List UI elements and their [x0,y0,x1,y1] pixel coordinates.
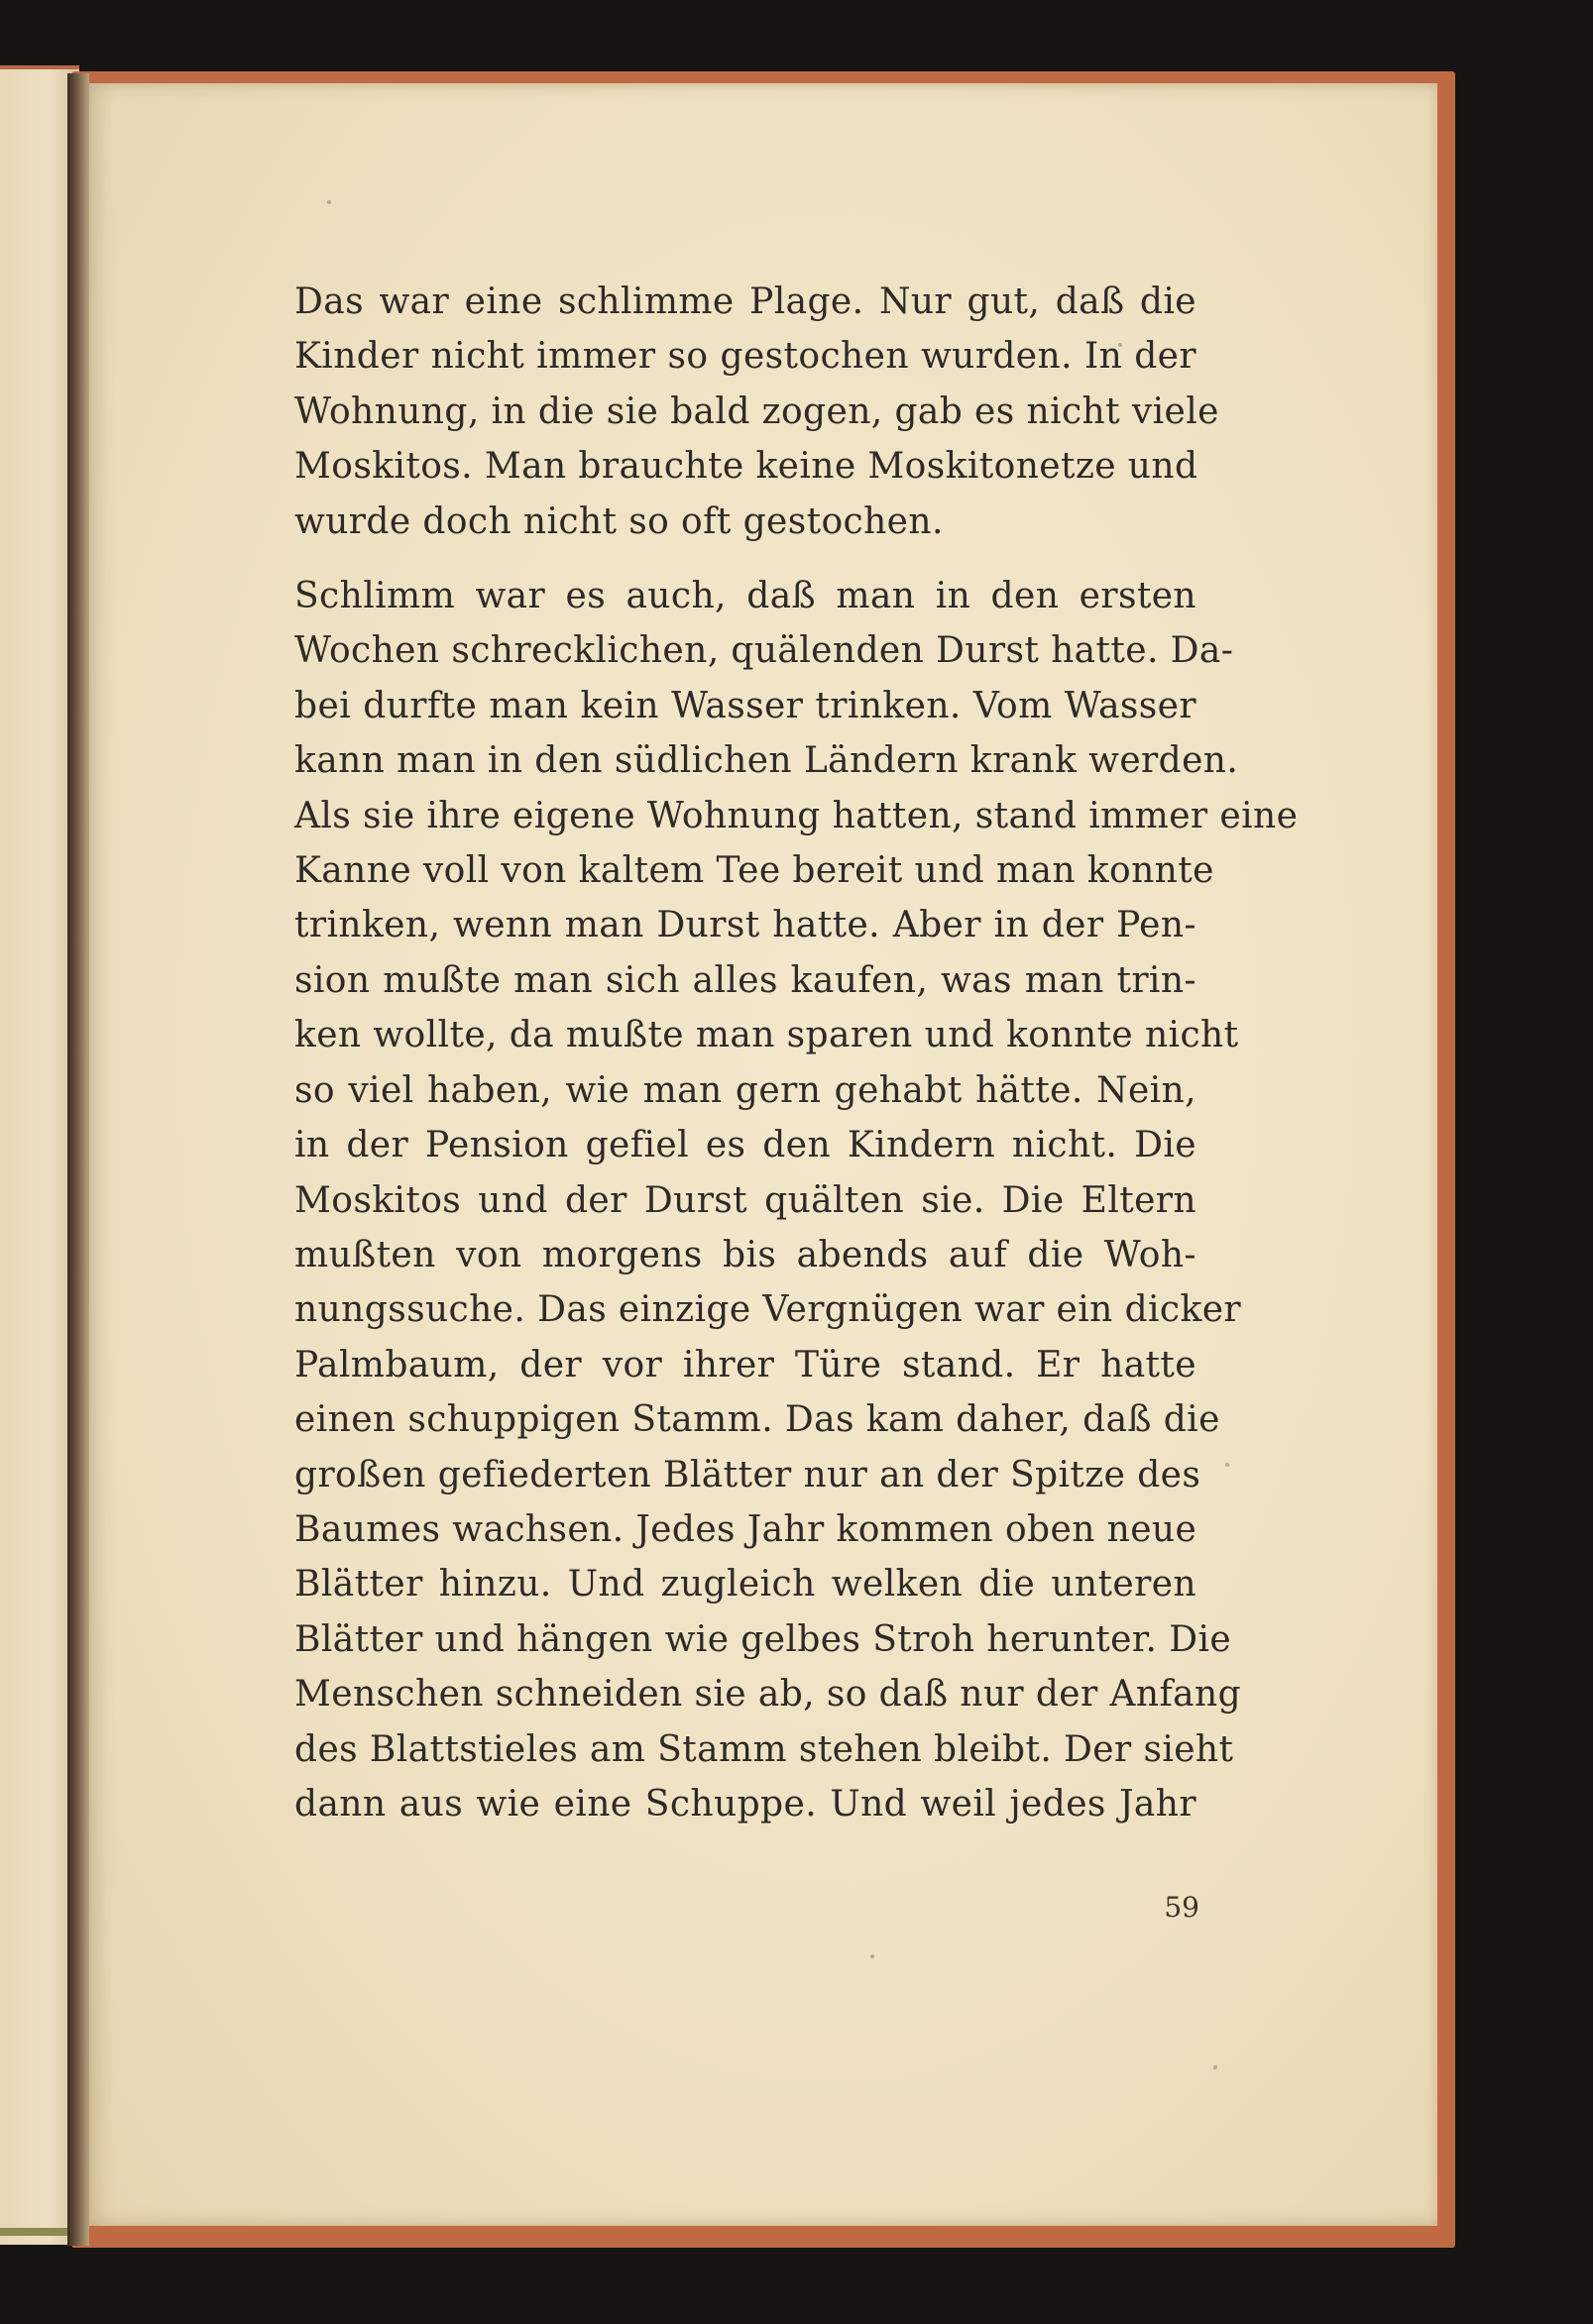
text-line: wurde doch nicht so oft gestochen. [294,500,944,542]
text-line: Wochen schrecklichen, quälenden Durst hatte. Da- [294,630,1234,672]
text-line: Menschen schneiden sie ab, so daß nur der Anfang [294,1674,1242,1715]
text-line: des Blattstieles am Stamm stehen bleibt. Der sieht [294,1728,1234,1770]
text-line: sion mußte man sich alles kaufen, was man trin- [294,959,1196,1001]
text-line: Blätter hinzu. Und zugleich welken die unteren [294,1564,1196,1605]
text-line: einen schuppigen Stamm. Das kam daher, daß die [294,1399,1220,1441]
text-line: nungssuche. Das einzige Vergnügen war ein dicker [294,1289,1242,1331]
text-line: kann man in den südlichen Ländern krank werden. [294,740,1239,782]
text-line: Kanne voll von kaltem Tee bereit und man konnte [294,850,1214,892]
text-line: trinken, wenn man Durst hatte. Aber in der Pen- [294,905,1196,946]
paper-speck [870,1954,874,1958]
paragraph-1 [294,275,1219,549]
text-line: mußten von morgens bis abends auf die Woh- [294,1234,1196,1275]
body-text [294,275,1299,1831]
text-line: Das war eine schlimme Plage. Nur gut, daß die [294,281,1196,322]
text-line: Blätter und hängen wie gelbes Stroh herunter. Die [294,1618,1232,1660]
text-line: Kinder nicht immer so gestochen wurden. In der [294,336,1196,378]
page-gutter [67,73,89,2246]
text-line: Moskitos und der Durst quälten sie. Die Eltern [294,1179,1196,1221]
text-line: bei durfte man kein Wasser trinken. Vom Wasser [294,685,1196,726]
text-line: so viel haben, wie man gern gehabt hätte. Nein, [294,1069,1196,1111]
page-number: 59 [1164,1891,1199,1924]
text-line: in der Pension gefiel es den Kindern nicht. Die [294,1125,1196,1166]
text-line: Als sie ihre eigene Wohnung hatten, stand immer eine [294,795,1299,836]
text-line: großen gefiederten Blätter nur an der Spitze des [294,1454,1201,1495]
paper-speck [1213,2065,1217,2069]
paragraph-2 [294,569,1299,1831]
text-line: Moskitos. Man brauchte keine Moskitonetze und [294,446,1198,488]
text-line: dann aus wie eine Schuppe. Und weil jedes Jahr [294,1783,1196,1825]
text-line: Baumes wachsen. Jedes Jahr kommen oben neue [294,1508,1197,1550]
paper-speck [327,200,331,204]
text-line: Palmbaum, der vor ihrer Türe stand. Er hatte [294,1344,1196,1385]
paper-speck [1225,1463,1229,1467]
text-line: Schlimm war es auch, daß man in den ersten [294,576,1196,617]
text-line: ken wollte, da mußte man sparen und konnte nicht [294,1015,1239,1056]
text-line: Wohnung, in die sie bald zogen, gab es nicht viele [294,390,1219,432]
